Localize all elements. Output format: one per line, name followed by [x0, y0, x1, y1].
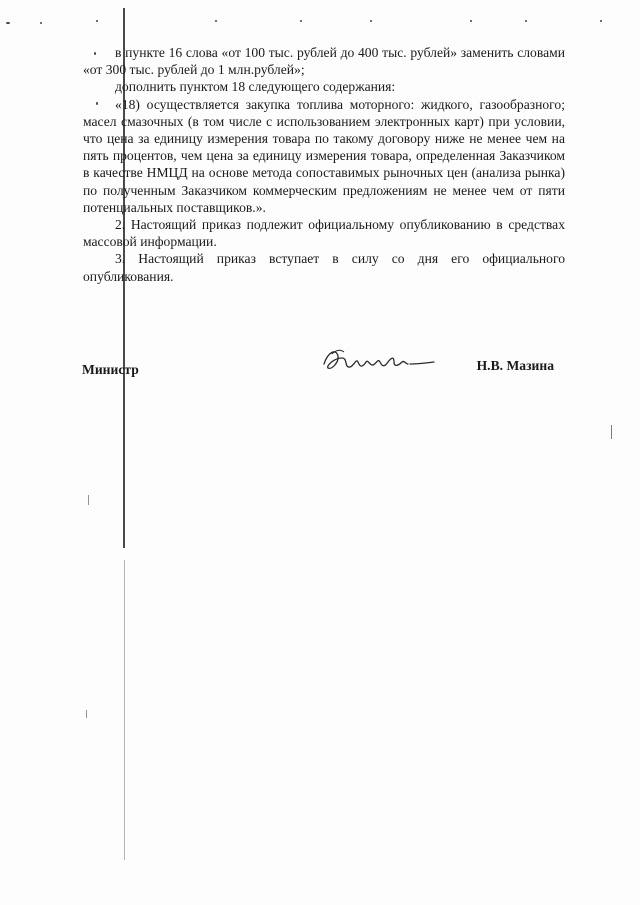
paragraph-p1: в пункте 16 слова «от 100 тыс. рублей до 400 тыс. рублей» заменить словами «от 300 тыс. рублей до 1 млн.рублей»; [83, 45, 565, 78]
scan-fold-line-lower [124, 560, 125, 860]
scan-speck [600, 20, 602, 22]
paragraph-p2: дополнить пунктом 18 следующего содержания: [115, 79, 396, 95]
scan-left-tick [88, 495, 89, 505]
document-body [83, 44, 565, 285]
scan-speck [300, 20, 302, 22]
scan-edge-line [611, 425, 612, 439]
handwritten-signature-icon [318, 340, 448, 380]
scan-left-tick-2 [86, 710, 87, 718]
signatory-title: Министр [82, 362, 139, 377]
scan-speck [370, 20, 372, 22]
scan-speck [96, 20, 98, 22]
scan-speck [40, 22, 42, 24]
scan-speck [470, 20, 472, 22]
scan-speck [525, 20, 527, 22]
scan-speck [6, 22, 10, 24]
paragraph-p3: «18) осуществляется закупка топлива моторного: жидкого, газообразного; масел смазочных (в том числе с использованием электронных карт) при условии, что цена за единицу измерения товара по такому договору ниже не менее чем на пять процентов, чем цена за единицу измерения товара, определенная Заказчиком в качестве НМЦД на основе метода сопоставимых рыночных цен (анализа рынка) по полученным Заказчиком коммерческим предложениям не менее чем от пяти потенциальных поставщиков.». [83, 96, 565, 215]
scan-speck [215, 20, 217, 22]
signatory-name: Н.В. Мазина [476, 358, 554, 373]
paragraph-p5: 3. Настоящий приказ вступает в силу со дня его официального опубликования. [83, 251, 565, 284]
paragraph-p4: 2. Настоящий приказ подлежит официальному опубликованию в средствах массовой информации. [83, 217, 565, 250]
